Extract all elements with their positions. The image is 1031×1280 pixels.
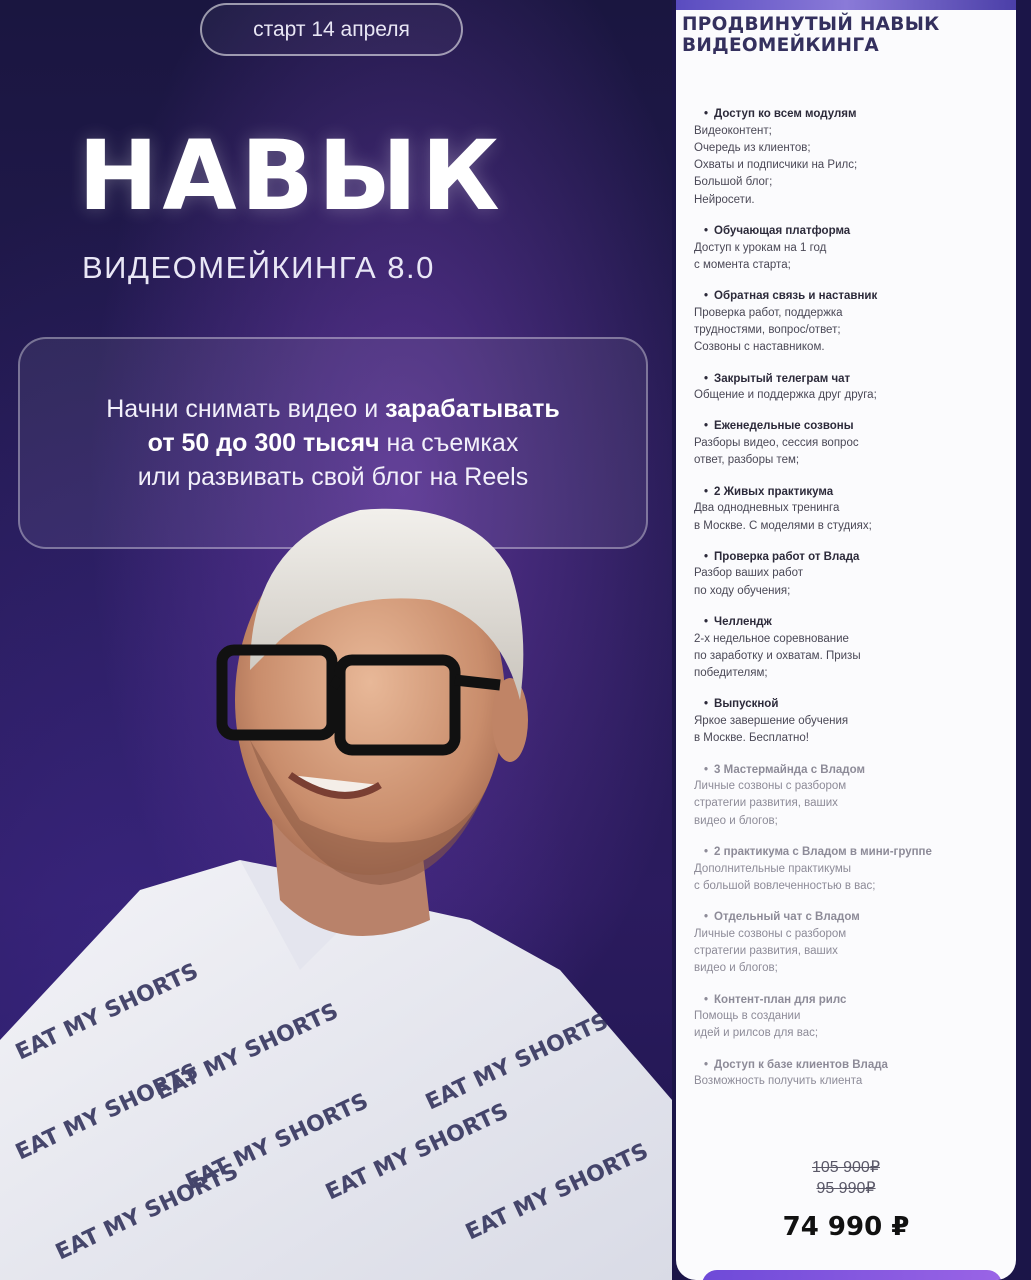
shirt-print: EAT MY SHORTS <box>421 1008 613 1116</box>
feature-title: • Еженедельные созвоны <box>694 418 1004 435</box>
feature-description: Яркое завершение обучения <box>694 715 849 728</box>
feature-description: победителям; <box>694 667 768 680</box>
current-price: 74 990 ₽ <box>782 1211 910 1242</box>
tagline-line-2 <box>148 426 519 460</box>
buy-button[interactable] <box>702 1270 1002 1280</box>
feature-description: Созвоны с наставником. <box>694 341 825 354</box>
feature-title: • Проверка работ от Влада <box>694 549 1004 566</box>
offer-column <box>672 0 1031 1280</box>
feature-description: по ходу обучения; <box>694 584 791 597</box>
shirt-print: EAT MY SHORTS <box>181 1088 373 1196</box>
shirt-print: EAT MY SHORTS <box>151 998 343 1106</box>
feature-title: • 2 Живых практикума <box>694 484 1004 501</box>
start-date-badge <box>200 3 463 56</box>
feature-item <box>694 418 1004 469</box>
presenter-photo <box>0 500 672 1280</box>
feature-description: Общение и поддержка друг друга; <box>694 389 877 402</box>
feature-description: Личные созвоны с разбором <box>694 927 847 940</box>
feature-list <box>694 106 1004 1105</box>
shirt-print: EAT MY SHORTS <box>11 958 203 1066</box>
shirt-print: EAT MY SHORTS <box>11 1058 203 1166</box>
feature-description: в Москве. Бесплатно! <box>694 732 809 745</box>
feature-item <box>694 288 1004 356</box>
feature-description: по заработку и охватам. Призы <box>694 649 861 662</box>
feature-title: • Доступ ко всем модулям <box>694 106 1004 123</box>
feature-description: Дополнительные практикумы <box>694 862 852 875</box>
feature-title: • Выпускной <box>694 696 1004 713</box>
feature-item <box>694 106 1004 209</box>
tagline-text: на съемках <box>379 428 519 457</box>
start-date-label: старт 14 апреля <box>253 17 410 41</box>
feature-title: • Обратная связь и наставник <box>694 288 1004 305</box>
tagline-text: Начни снимать видео и <box>106 394 386 423</box>
feature-title: • 2 практикума с Владом в мини-группе <box>694 844 1004 861</box>
feature-description: Большой блог; <box>694 176 773 189</box>
feature-item <box>694 484 1004 535</box>
shirt-print: EAT MY SHORTS <box>461 1138 653 1246</box>
course-subtitle: ВИДЕОМЕЙКИНГА 8.0 <box>82 250 435 285</box>
feature-item <box>694 762 1004 830</box>
price-block <box>676 1158 1016 1242</box>
feature-title: • 3 Мастермайнда с Владом <box>694 762 1004 779</box>
feature-description: Возможность получить клиента <box>694 1075 863 1088</box>
shirt-print: EAT MY SHORTS <box>51 1158 243 1266</box>
feature-item <box>694 909 1004 977</box>
feature-description: видео и блогов; <box>694 814 778 827</box>
feature-title: • Закрытый телеграм чат <box>694 371 1004 388</box>
feature-description: Помощь в создании <box>694 1010 801 1023</box>
feature-description: с момента старта; <box>694 258 791 271</box>
feature-description: Очередь из клиентов; <box>694 141 811 154</box>
feature-description: видео и блогов; <box>694 962 778 975</box>
feature-description: Личные созвоны с разбором <box>694 780 847 793</box>
tagline-highlight: от 50 до 300 тысяч <box>147 428 380 457</box>
card-title <box>682 14 1012 57</box>
feature-item <box>694 1057 1004 1091</box>
feature-item <box>694 371 1004 405</box>
card-title-line: ПРОДВИНУТЫЙ НАВЫК <box>682 14 940 35</box>
feature-description: 2-х недельное соревнование <box>694 632 849 645</box>
feature-description: идей и рилсов для вас; <box>694 1027 819 1040</box>
tagline-line-1 <box>106 392 560 426</box>
feature-item <box>694 696 1004 747</box>
feature-description: Нейросети. <box>694 193 755 206</box>
feature-description: с большой вовлеченностью в вас; <box>694 879 876 892</box>
feature-item <box>694 549 1004 600</box>
feature-description: ответ, разборы тем; <box>694 454 800 467</box>
feature-item <box>694 844 1004 895</box>
feature-title: • Контент-план для рилс <box>694 992 1004 1009</box>
feature-description: стратегии развития, ваших <box>694 797 838 810</box>
feature-description: Два однодневных тренинга <box>694 502 840 515</box>
feature-description: Разбор ваших работ <box>694 567 804 580</box>
offer-card <box>676 0 1016 1280</box>
feature-description: Доступ к урокам на 1 год <box>694 241 827 254</box>
old-price: 105 900₽ <box>811 1159 880 1176</box>
shirt-print: EAT MY SHORTS <box>321 1098 513 1206</box>
feature-item <box>694 614 1004 682</box>
feature-description: Разборы видео, сессия вопрос <box>694 437 859 450</box>
card-title-line: ВИДЕОМЕЙКИНГА <box>682 35 880 57</box>
course-title: НАВЫК <box>78 120 504 232</box>
feature-description: в Москве. С моделями в студиях; <box>694 519 872 532</box>
feature-description: Проверка работ, поддержка <box>694 306 843 319</box>
feature-title: • Отдельный чат с Владом <box>694 909 1004 926</box>
tagline-highlight: зарабатывать <box>385 394 560 423</box>
old-price: 95 990₽ <box>816 1179 876 1197</box>
feature-title: • Челлендж <box>694 614 1004 631</box>
feature-description: трудностями, вопрос/ответ; <box>694 324 841 337</box>
feature-description: Охваты и подписчики на Рилс; <box>694 159 858 172</box>
feature-description: стратегии развития, ваших <box>694 945 838 958</box>
tagline-line-3: или развивать свой блог на Reels <box>137 463 529 492</box>
feature-title: • Обучающая платформа <box>694 223 1004 240</box>
feature-item <box>694 992 1004 1043</box>
feature-item <box>694 223 1004 274</box>
card-header-strip <box>676 0 1016 10</box>
feature-description: Видеоконтент; <box>694 124 772 137</box>
feature-title: • Доступ к базе клиентов Влада <box>694 1057 1004 1074</box>
